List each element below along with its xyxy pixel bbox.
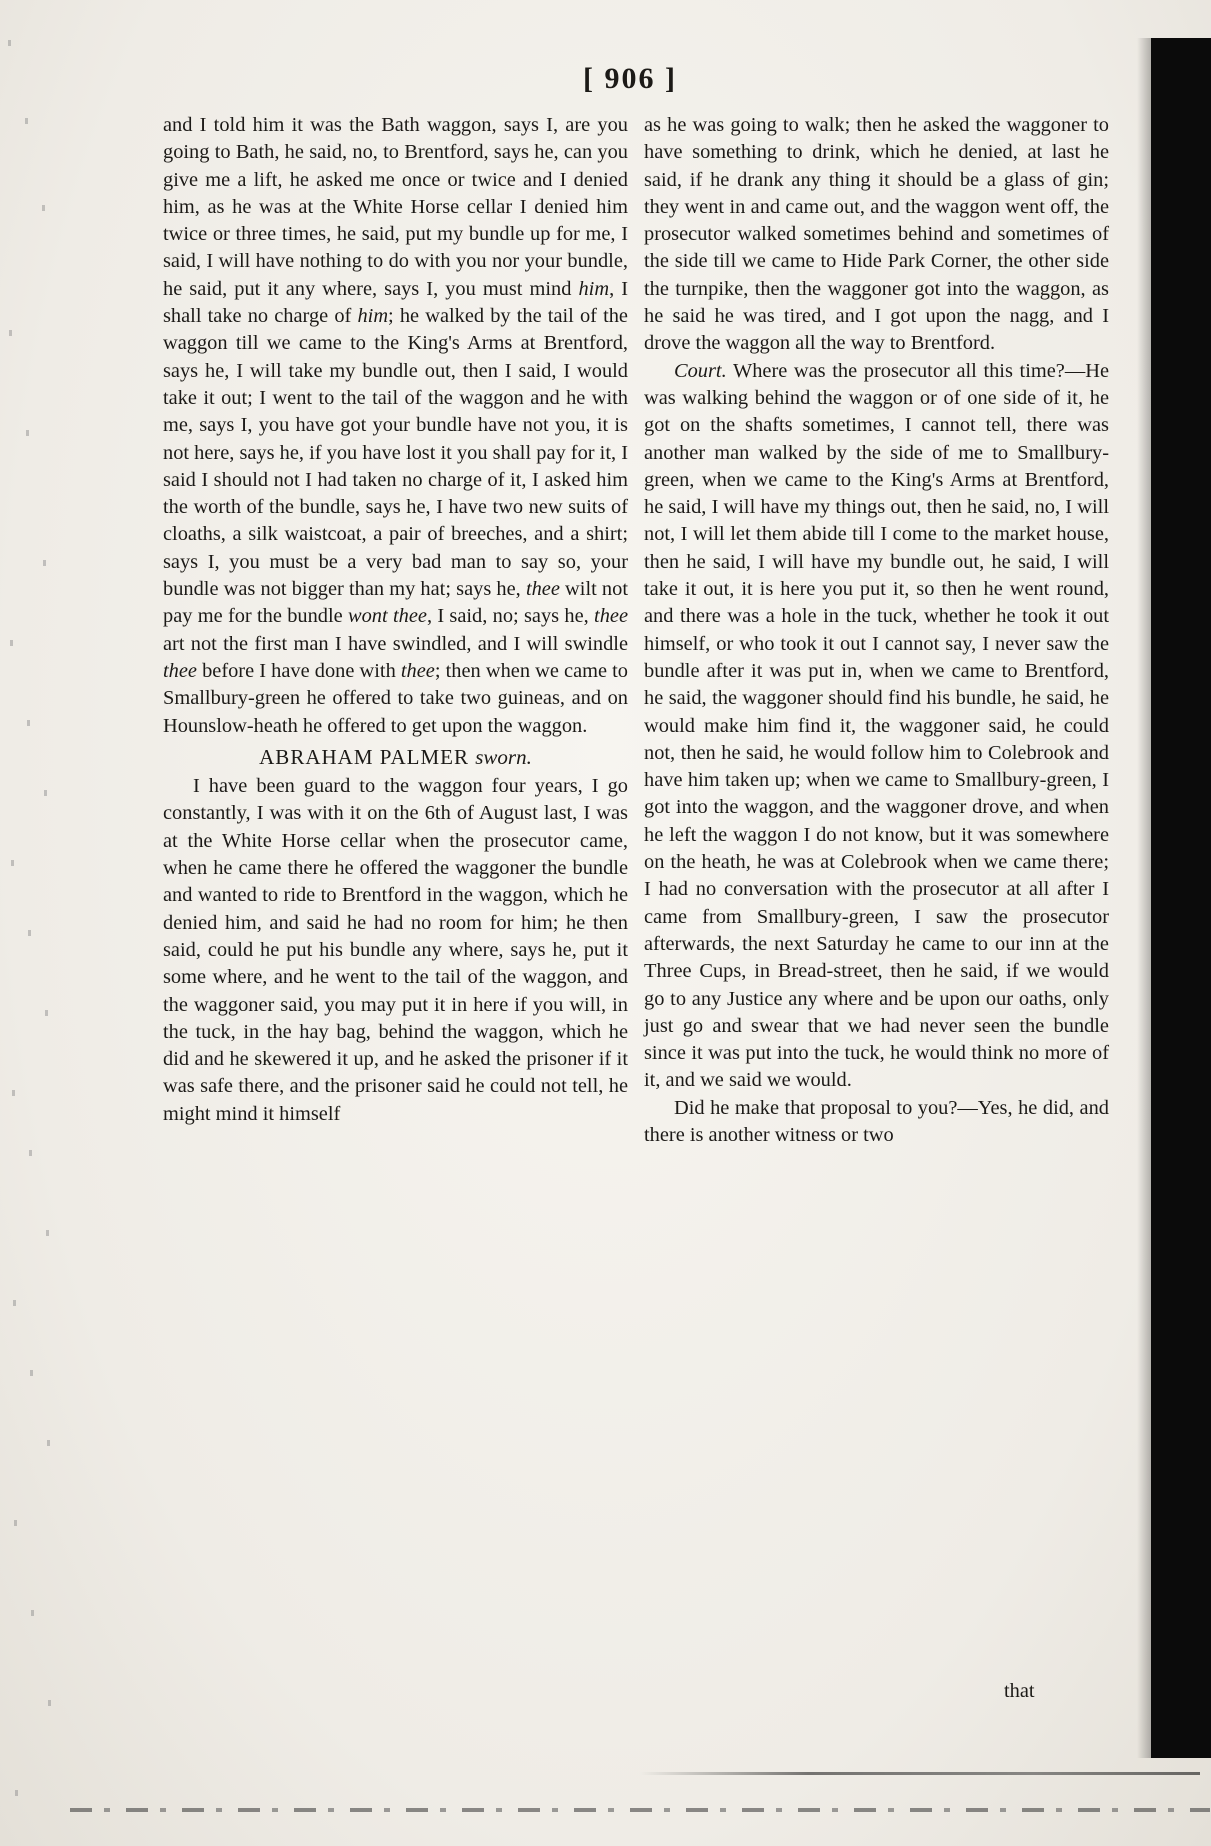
- italic-word: thee: [163, 659, 197, 682]
- right-paragraph-1: as he was going to walk; then he asked the waggoner to have something to drink, which he denied, at last he said, if he drank any thing it should be a glass of gin; they went in and came out, and the waggon went off, the prosecutor walked sometimes behind and sometimes of the side till we came to Hide Park Corner, the other side the turnpike, then the waggoner got into the waggon, as he said he was tired, and I got upon the nagg, and I drove the waggon all the way to Brentford.: [644, 114, 1109, 355]
- left-paragraph-1: [163, 112, 628, 740]
- margin-speckle: [11, 860, 14, 866]
- right-column: [644, 112, 1109, 1149]
- binding-shadow: [1137, 38, 1151, 1758]
- margin-speckle: [12, 1090, 15, 1096]
- margin-speckle: [14, 1520, 17, 1526]
- court-label: Court.: [674, 359, 727, 382]
- left-paragraph-2: I have been guard to the waggon four years, I go constantly, I was with it on the 6th of August last, I was at the White Horse cellar when the prosecutor came, when he came there he offered the waggoner the bundle and wanted to ride to Brentford in the waggon, which he denied him, and said he had no room for him; he then said, could he put his bundle any where, says he, put it some where, and he went to the tail of the waggon, and the waggoner said, you may put it in here if you will, in the tuck, in the hay bag, behind the waggon, which he did and he skewered it up, and he asked the prisoner if it was safe there, and the prisoner said he could not tell, he might mind it himself: [163, 775, 628, 1125]
- text-run: art not the first man I have swindled, and I will swindle: [163, 632, 628, 655]
- text-run: ; then when we came to Smallbury-green he offered to take two guineas, and on Hounslow-heath he offered to get upon the waggon.: [163, 659, 629, 737]
- text-run: , I shall take no charge of: [163, 277, 628, 328]
- margin-speckle: [31, 1610, 34, 1616]
- margin-speckle: [48, 1700, 51, 1706]
- text-run: , I said, no; says he,: [426, 605, 595, 628]
- text-run: Where was the prosecutor all this time?—He was walking behind the waggon or of one side of it, he got on the shafts sometimes, I cannot tell, there was another man walked by the side of me to Smallbury-green, when we came to the King's Arms at Brentford, he said, I will have my things out, then he said, no, I will not, I will let them abide till I come to the market house, then he said, I will have my bundle out, he said, I will take it out, it is here you put it, so then he went round, and there was a hole in the tuck, whether he took it out himself, or who took it out I cannot say, I never saw the bundle after it was put in, when we came to Brentford, he said, the waggoner should find his bundle, he said, he would make him find it, the waggoner said, he could not, then he said, he would follow him to Colebrook and have him taken up; when we came to Smallbury-green, I got into the waggon, and the waggoner drove, and when he left the waggon I do not know, but it was somewhere on the heath, he was at Colebrook when we came there; I had no conversation with the prosecutor at all after I came from Smallbury-green, I saw the prosecutor afterwards, the next Saturday he came to our inn at the Three Cups, in Bread-street, then he said, if we would go to any Justice any where and be upon our oaths, only just go and swear that we had never seen the bundle since it was put into the tuck, he would think no more of it, and we said we would.: [644, 359, 1109, 1092]
- witness-name: ABRAHAM PALMER: [259, 744, 469, 769]
- margin-speckle: [26, 430, 29, 436]
- italic-word: wont thee: [348, 605, 427, 628]
- italic-word: him: [578, 277, 610, 300]
- text-run: before I have done with: [196, 659, 401, 682]
- margin-speckle: [15, 1790, 18, 1796]
- right-paragraph-2: [644, 358, 1109, 1095]
- margin-speckle: [28, 930, 31, 936]
- binding-edge: [1151, 38, 1211, 1758]
- margin-speckle: [47, 1440, 50, 1446]
- left-column: [163, 112, 628, 1128]
- margin-speckle: [45, 1010, 48, 1016]
- margin-speckle: [9, 330, 12, 336]
- margin-speckle: [42, 205, 45, 211]
- witness-sworn: sworn.: [475, 744, 532, 769]
- margin-speckle: [30, 1370, 33, 1376]
- margin-speckle: [43, 560, 46, 566]
- italic-word: thee: [594, 605, 629, 628]
- margin-speckle: [8, 40, 11, 46]
- margin-speckle: [13, 1300, 16, 1306]
- margin-speckle: [29, 1150, 32, 1156]
- margin-speckle: [10, 640, 13, 646]
- right-paragraph-3: Did he make that proposal to you?—Yes, he did, and there is another witness or two: [644, 1096, 1109, 1146]
- margin-speckle: [25, 118, 28, 124]
- italic-word: thee: [400, 659, 435, 682]
- italic-word: him: [357, 305, 389, 328]
- catchword: that: [1004, 1680, 1035, 1702]
- text-run: wilt not pay me for the bundle: [163, 578, 628, 628]
- italic-word: thee: [525, 578, 560, 601]
- witness-heading: [163, 744, 628, 771]
- bottom-rule-mark: [640, 1772, 1200, 1775]
- bottom-rule: [70, 1808, 1210, 1812]
- text-run: and I told him it was the Bath waggon, says I, are you going to Bath, he said, no, to Brentford, says he, can you give me a lift, he asked me once or twice and I denied him, as he was at the White Horse cellar I denied him twice or three times, he said, put my bundle up for me, I said, I will have nothing to do with you nor your bundle, he said, put it any where, says I, you must mind: [163, 114, 628, 300]
- margin-speckle: [44, 790, 47, 796]
- margin-speckle: [27, 720, 30, 726]
- margin-speckles: [0, 0, 80, 1846]
- text-run: ; he walked by the tail of the waggon till we came to the King's Arms at Brentford, says he, I will take my bundle out, then I said, I would take it out; I went to the tail of the waggon and he with me, says I, you have got your bundle have not you, it is not here, says he, if you have lost it you shall pay for it, I said I should not I had taken no charge of it, I asked him the worth of the bundle, says he, I have two new suits of cloaths, a silk waistcoat, a pair of breeches, and a shirt; says I, you must be a very bad man to say so, your bundle was not bigger than my hat; says he,: [163, 305, 628, 601]
- page-number: [ 906 ]: [583, 62, 677, 95]
- margin-speckle: [46, 1230, 49, 1236]
